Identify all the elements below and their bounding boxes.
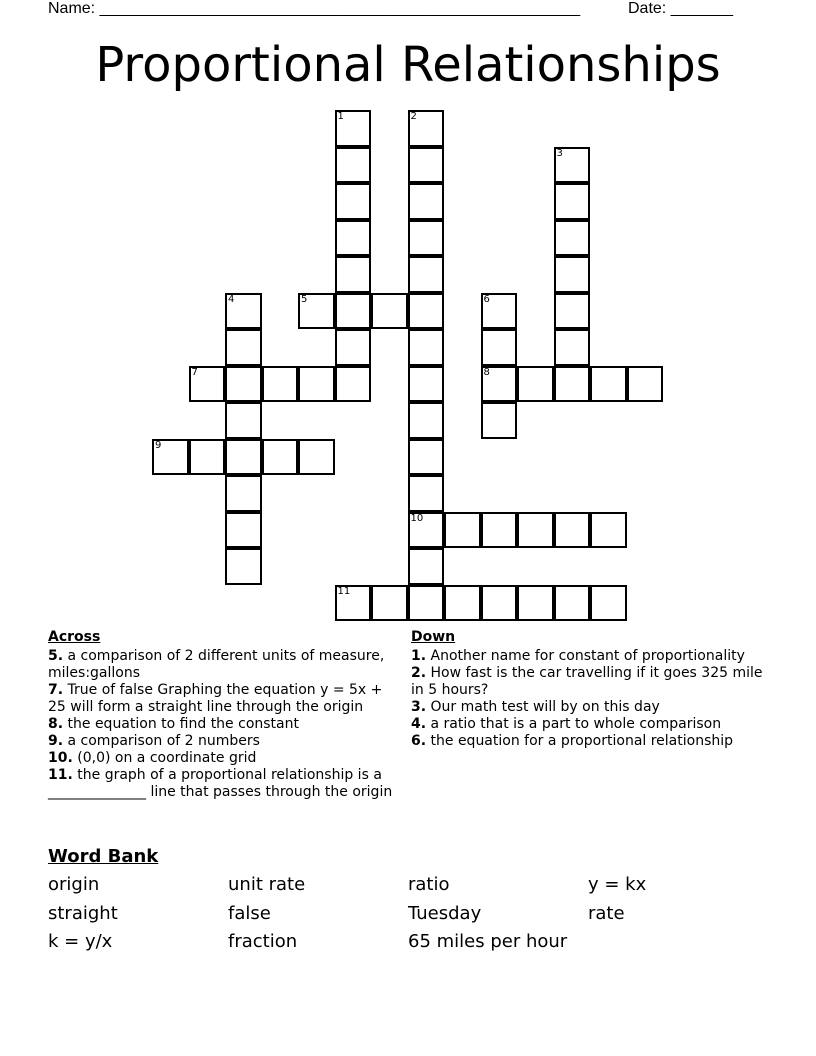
crossword-cell[interactable] bbox=[225, 329, 262, 366]
clue-number: 3 bbox=[556, 147, 563, 159]
crossword-cell[interactable] bbox=[554, 366, 591, 403]
crossword-cell[interactable] bbox=[408, 475, 445, 512]
crossword-cell[interactable] bbox=[554, 147, 591, 184]
crossword-cell[interactable] bbox=[408, 512, 445, 549]
clue-number: 7 bbox=[191, 366, 198, 378]
clue-number: 10 bbox=[410, 512, 424, 524]
crossword-cell[interactable] bbox=[554, 329, 591, 366]
word-bank-item: rate bbox=[588, 903, 625, 924]
word-bank-item: k = y/x bbox=[48, 931, 113, 952]
crossword-cell[interactable] bbox=[262, 366, 299, 403]
clue-number: 1 bbox=[337, 111, 344, 122]
word-bank-item: unit rate bbox=[228, 874, 306, 895]
crossword-cell[interactable] bbox=[408, 293, 445, 330]
word-bank-item: origin bbox=[48, 874, 100, 895]
clue-number: 6 bbox=[483, 293, 490, 305]
date-field-label[interactable]: Date: _______ bbox=[628, 0, 733, 17]
clue-down-1: 1. Another name for constant of proportionality bbox=[411, 648, 745, 664]
clue-across-8: 8. the equation to find the constant bbox=[48, 716, 299, 732]
clue-down-2: 2. How fast is the car travelling if it goes 325 mile in 5 hours? bbox=[411, 665, 763, 698]
clue-number: 9 bbox=[155, 439, 162, 451]
clue-across-9: 9. a comparison of 2 numbers bbox=[48, 733, 260, 749]
crossword-cell[interactable] bbox=[152, 439, 189, 476]
crossword-cell[interactable] bbox=[408, 110, 445, 147]
word-bank-item: false bbox=[228, 903, 271, 924]
crossword-cell[interactable] bbox=[444, 585, 481, 622]
crossword-cell[interactable] bbox=[408, 439, 445, 476]
crossword-cell[interactable] bbox=[225, 512, 262, 549]
crossword-cell[interactable] bbox=[517, 512, 554, 549]
crossword-cell[interactable] bbox=[371, 293, 408, 330]
crossword-cell[interactable] bbox=[481, 293, 518, 330]
clue-number: 5 bbox=[301, 293, 308, 305]
clue-across-5: 5. a comparison of 2 different units of measure, miles:gallons bbox=[48, 648, 385, 681]
crossword-cell[interactable] bbox=[408, 256, 445, 293]
crossword-cell[interactable] bbox=[408, 585, 445, 622]
crossword-cell[interactable] bbox=[335, 183, 372, 220]
crossword-cell[interactable] bbox=[225, 293, 262, 330]
crossword-cell[interactable] bbox=[335, 366, 372, 403]
crossword-cell[interactable] bbox=[554, 183, 591, 220]
crossword-cell[interactable] bbox=[408, 183, 445, 220]
word-bank-title: Word Bank bbox=[48, 846, 159, 867]
name-field-label[interactable]: Name: ______________________________________________________ bbox=[48, 0, 581, 17]
crossword-cell[interactable] bbox=[517, 366, 554, 403]
clue-number: 11 bbox=[337, 585, 351, 597]
crossword-cell[interactable] bbox=[335, 329, 372, 366]
crossword-cell[interactable] bbox=[554, 585, 591, 622]
clue-number: 2 bbox=[410, 111, 417, 122]
crossword-cell[interactable] bbox=[225, 402, 262, 439]
crossword-cell[interactable] bbox=[225, 439, 262, 476]
crossword-cell[interactable] bbox=[298, 366, 335, 403]
crossword-cell[interactable] bbox=[590, 585, 627, 622]
word-bank-item: fraction bbox=[228, 931, 298, 952]
crossword-cell[interactable] bbox=[554, 220, 591, 257]
crossword-cell[interactable] bbox=[444, 512, 481, 549]
crossword-cell[interactable] bbox=[225, 548, 262, 585]
clue-number: 8 bbox=[483, 366, 490, 378]
crossword-cell[interactable] bbox=[371, 585, 408, 622]
clue-across-11: 11. the graph of a proportional relationship is a ______________ line that passes through the origin bbox=[48, 767, 393, 800]
down-heading: Down bbox=[411, 629, 456, 645]
crossword-cell[interactable] bbox=[335, 293, 372, 330]
crossword-cell[interactable] bbox=[298, 293, 335, 330]
crossword-cell[interactable] bbox=[225, 475, 262, 512]
crossword-cell[interactable] bbox=[590, 512, 627, 549]
word-bank-item: Tuesday bbox=[408, 903, 482, 924]
crossword-cell[interactable] bbox=[262, 439, 299, 476]
clue-across-10: 10. (0,0) on a coordinate grid bbox=[48, 750, 257, 766]
crossword-cell[interactable] bbox=[335, 585, 372, 622]
crossword-cell[interactable] bbox=[408, 220, 445, 257]
crossword-cell[interactable] bbox=[298, 439, 335, 476]
crossword-cell[interactable] bbox=[408, 147, 445, 184]
across-clues bbox=[48, 628, 400, 801]
crossword-cell[interactable] bbox=[481, 402, 518, 439]
crossword-cell[interactable] bbox=[590, 366, 627, 403]
crossword-cell[interactable] bbox=[408, 402, 445, 439]
crossword-cell[interactable] bbox=[408, 548, 445, 585]
page-title: Proportional Relationships bbox=[95, 37, 721, 93]
clue-down-4: 4. a ratio that is a part to whole comparison bbox=[411, 716, 722, 732]
crossword-cell[interactable] bbox=[189, 439, 226, 476]
clue-across-7: 7. True of false Graphing the equation y = 5x + 25 will form a straight line through the origin bbox=[48, 682, 383, 715]
down-clues bbox=[411, 628, 771, 750]
clue-down-3: 3. Our math test will by on this day bbox=[411, 699, 660, 715]
crossword-cell[interactable] bbox=[481, 329, 518, 366]
crossword-cell[interactable] bbox=[335, 220, 372, 257]
crossword-cell[interactable] bbox=[481, 366, 518, 403]
word-bank-item: y = kx bbox=[588, 874, 647, 895]
crossword-cell[interactable] bbox=[408, 329, 445, 366]
crossword-cell[interactable] bbox=[554, 293, 591, 330]
crossword-cell[interactable] bbox=[335, 147, 372, 184]
clue-number: 4 bbox=[228, 293, 235, 305]
crossword-cell[interactable] bbox=[335, 110, 372, 147]
word-bank-item: ratio bbox=[408, 874, 450, 895]
clue-down-6: 6. the equation for a proportional relationship bbox=[411, 733, 734, 749]
word-bank-item: straight bbox=[48, 903, 118, 924]
crossword-cell[interactable] bbox=[189, 366, 226, 403]
word-bank-item: 65 miles per hour bbox=[408, 931, 568, 952]
across-heading: Across bbox=[48, 629, 101, 645]
crossword-cell[interactable] bbox=[627, 366, 664, 403]
crossword-cell[interactable] bbox=[554, 256, 591, 293]
crossword-cell[interactable] bbox=[481, 585, 518, 622]
crossword-cell[interactable] bbox=[554, 512, 591, 549]
crossword-cell[interactable] bbox=[335, 256, 372, 293]
crossword-cell[interactable] bbox=[408, 366, 445, 403]
crossword-cell[interactable] bbox=[225, 366, 262, 403]
crossword-cell[interactable] bbox=[517, 585, 554, 622]
crossword-cell[interactable] bbox=[481, 512, 518, 549]
